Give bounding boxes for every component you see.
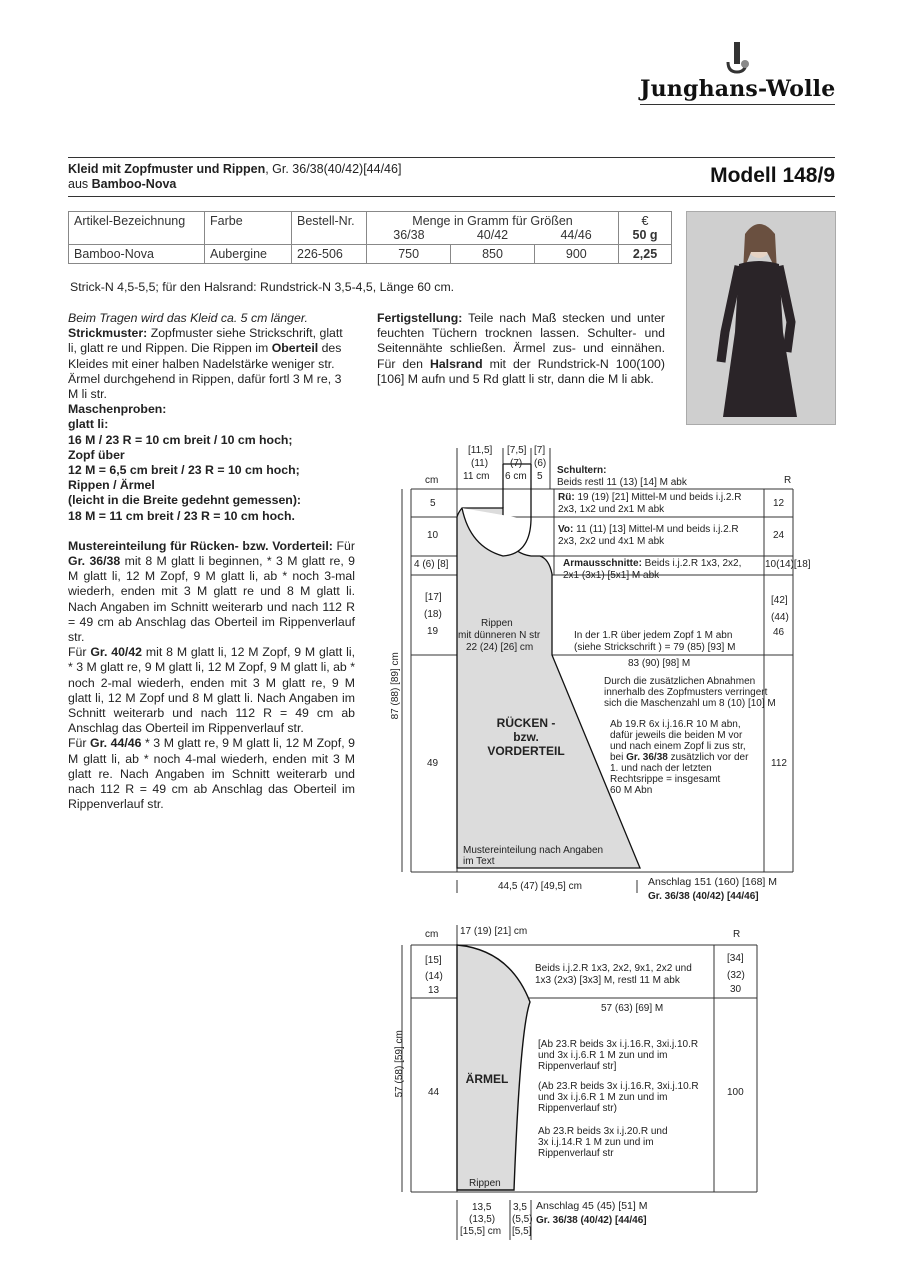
sleeve-a2-2: und 3x i.j.6.R 1 M zun und im: [538, 1092, 668, 1103]
th-eur: €: [619, 212, 672, 229]
abn-3: sich die Maschenzahl um 8 (10) [10] M: [604, 698, 776, 709]
sleeve-part-label: ÄRMEL: [465, 1072, 509, 1086]
body-left-cm-2: 10: [427, 530, 439, 541]
body-top-col-2a: [7,5]: [507, 445, 527, 456]
body-top-col-3c: 5: [537, 471, 543, 482]
sleeve-bottom-4: 3,5: [513, 1202, 527, 1213]
sleeve-a2-1: (Ab 23.R beids 3x i.j.16.R, 3xi.j.10.R: [538, 1081, 699, 1092]
body-top-col-2b: (7): [510, 458, 523, 469]
pattern-title: Kleid mit Zopfmuster und Rippen, Gr. 36/38(40/42)[44/46] aus Bamboo-Nova: [68, 162, 402, 191]
sleeve-r-label: R: [733, 929, 741, 940]
body-bottom-cm: 44,5 (47) [49,5] cm: [498, 881, 582, 892]
body-right-r-6: 46: [773, 627, 785, 638]
model-number: Modell 148/9: [710, 164, 835, 187]
sleeve-vertical-dim: 57 (58) [59] cm: [393, 1030, 405, 1098]
cell-color: Aubergine: [205, 245, 292, 264]
body-top-col-3b: (6): [534, 458, 547, 469]
cell-price: 2,25: [619, 245, 672, 264]
ab-6: Rechtsrippe = insgesamt: [610, 774, 721, 785]
ab-1: Ab 19.R 6x i.j.16.R 10 M abn,: [610, 719, 741, 730]
body-top-col-1c: 11 cm: [463, 471, 490, 482]
body-anschlag: Anschlag 151 (160) [168] M: [648, 876, 777, 888]
instructions-right: Fertigstellung: Teile nach Maß stecken und unter feuchten Tüchern trocknen lassen. Schulter- und Seitennähte schließen. Ärmel zus- und einnähen. Für den Halsrand mit der Rundstrick-N 100(100)[106] M aufn und 5 Rd glatt li str, dann die M li abk.: [377, 311, 665, 386]
sleeve-a2-3: Rippenverlauf str): [538, 1103, 617, 1114]
rippen-2: mit dünneren N str: [458, 630, 541, 641]
body-left-cm-5: (18): [424, 609, 442, 620]
body-top-col-1b: (11): [471, 458, 489, 469]
abn-1: Durch die zusätzlichen Abnahmen: [604, 676, 756, 687]
body-top-col-3a: [7]: [534, 445, 546, 456]
ab-2: dafür jeweils die beiden M vor: [610, 730, 743, 741]
sleeve-left-2: (14): [425, 971, 443, 982]
sleeve-beids-1: Beids i.j.2.R 1x3, 2x2, 9x1, 2x2 und: [535, 963, 692, 974]
sleeve-cm-label: cm: [425, 929, 439, 940]
body-right-r-5: (44): [771, 612, 789, 623]
ab-3: und nach einem Zopf li zus str,: [610, 741, 746, 752]
rippen-1: Rippen: [481, 618, 513, 629]
body-cm-label: cm: [425, 475, 439, 486]
body-right-r-1: 12: [773, 498, 785, 509]
sleeve-a3-3: Rippenverlauf str: [538, 1148, 614, 1159]
body-sizes: Gr. 36/38 (40/42) [44/46]: [648, 891, 759, 902]
body-right-r-4: [42]: [771, 595, 788, 606]
th-size-1: 36/38: [367, 228, 451, 245]
me-2: im Text: [463, 856, 495, 867]
th-unit: 50 g: [619, 228, 672, 245]
body-vertical-dim: 87 (88) [89] cm: [389, 652, 401, 720]
sleeve-bottom-3: [15,5] cm: [460, 1226, 502, 1237]
sleeve-bottom-1: 13,5: [472, 1202, 492, 1213]
me-1: Mustereinteilung nach Angaben: [463, 845, 604, 856]
cell-name: Bamboo-Nova: [69, 245, 205, 264]
sleeve-a1-2: und 3x i.j.6.R 1 M zun und im: [538, 1050, 668, 1061]
body-left-cm-7: 49: [427, 758, 439, 769]
sleeve-a1-1: [Ab 23.R beids 3x i.j.16.R, 3xi.j.10.R: [538, 1039, 699, 1050]
body-right-r-3: 10(14)[18]: [765, 559, 811, 570]
sleeve-left-1: [15]: [425, 955, 442, 966]
m83: 83 (90) [98] M: [628, 658, 691, 669]
sleeve-a3-2: 3x i.j.14.R 1 M zun und im: [538, 1137, 654, 1148]
ab-5: 1. und nach der letzten: [610, 763, 712, 774]
sleeve-bottom-6: [5,5]: [512, 1226, 532, 1237]
needles-text: Strick-N 4,5-5,5; für den Halsrand: Rundstrick-N 3,5-4,5, Länge 60 cm.: [70, 280, 455, 294]
body-top-col-1a: [11,5]: [468, 445, 493, 456]
cell-order: 226-506: [292, 245, 367, 264]
sleeve-sizes: Gr. 36/38 (40/42) [44/46]: [536, 1215, 647, 1226]
rippen-3: 22 (24) [26] cm: [466, 642, 534, 653]
rue-text: Rü: 19 (19) [21] Mittel-M und beids i.j.2.R 2x3, 1x2 und 2x1 M abk: [558, 492, 742, 515]
sleeve-bottom-2: (13,5): [469, 1214, 496, 1225]
sleeve-right-1: [34]: [727, 953, 744, 964]
th-name: Artikel-Bezeichnung: [69, 212, 205, 245]
body-left-cm-6: 19: [427, 626, 439, 637]
sleeve-a3-1: Ab 23.R beids 3x i.j.20.R und: [538, 1126, 668, 1137]
cell-q2: 850: [451, 245, 534, 264]
body-right-r-7: 112: [771, 758, 787, 769]
zopf-1: In der 1.R über jedem Zopf 1 M abn: [574, 630, 733, 641]
abn-2: innerhalb des Zopfmusters verringert: [604, 687, 768, 698]
ab-4: bei Gr. 36/38 zusätzlich vor der: [610, 752, 749, 763]
body-left-cm-4: [17]: [425, 592, 442, 603]
sleeve-right-2: (32): [727, 970, 745, 981]
sleeve-right-4: 100: [727, 1087, 744, 1098]
body-left-cm-1: 5: [430, 498, 436, 509]
sleeve-a1-3: Rippenverlauf str]: [538, 1061, 617, 1072]
th-size-2: 40/42: [451, 228, 534, 245]
cell-q1: 750: [367, 245, 451, 264]
sleeve-left-4: 44: [428, 1087, 440, 1098]
sleeve-rippen: Rippen: [469, 1178, 501, 1189]
body-top-col-2c: 6 cm: [505, 471, 527, 482]
vo-text: Vo: 11 (11) [13] Mittel-M und beids i.j.2.R 2x3, 2x2 und 4x1 M abk: [558, 524, 739, 547]
ab-7: 60 M Abn: [610, 785, 653, 796]
cell-q3: 900: [534, 245, 618, 264]
sleeve-left-3: 13: [428, 985, 440, 996]
th-size-3: 44/46: [534, 228, 618, 245]
sleeve-m57: 57 (63) [69] M: [601, 1003, 664, 1014]
sleeve-anschlag: Anschlag 45 (45) [51] M: [536, 1200, 648, 1212]
body-r-label: R: [784, 475, 792, 486]
body-part-label: RÜCKEN - bzw. VORDERTEIL: [487, 716, 565, 758]
sleeve-right-3: 30: [730, 984, 742, 995]
brand-name: Junghans-Wolle: [640, 76, 836, 102]
th-order: Bestell-Nr.: [292, 212, 367, 245]
instructions-left: Beim Tragen wird das Kleid ca. 5 cm länger. Strickmuster: Zopfmuster siehe Strickschrift, glatt li, glatt re und Rippen. Die Rippen im Oberteil des Kleides mit einer halben Nadelstärke weniger str. Ärmel durchgehend in Rippen, dafür fortl 3 M re, 3 M li str. Maschenproben: glatt li: 16 M / 23 R = 10 cm breit / 10 cm hoch; Zopf über 12 M = 6,5 cm breit / 23 R = 10 cm hoch; Rippen / Ärmel (leicht in die Breite gedehnt gemessen): 18 M = 11 cm breit / 23 R = 10 cm hoch. Mustereinteilung für Rücken- bzw. Vorderteil: Für Gr. 36/38 mit 8 M glatt li beginnen, * 3 M glatt re, 9 M glatt li, 12 M Zopf, 9 M glatt li, ab * noch 3-mal wiederh, enden mit 3 M glatt re und 8 M glatt li. Nach Angaben im Schnitt weiterarb und nach 112 R = 49 cm ab Anschlag das Oberteil im Rippenverlauf str. Für Gr. 40/42 mit 8 M glatt li, 12 M Zopf, 9 M glatt li, * 3 M glatt re, 9 M glatt li, 12 M Zopf, 9 M glatt li, ab * noch 2-mal wiederh, enden mit 3 M glatt re, 9 M glatt li, 12 M Zopf und 8 M glatt li. Nach Angaben im Schnitt weiterarb und nach 112 R = 49 cm ab Anschlag das Oberteil im Rippenverlauf str. Für Gr. 44/46 * 3 M glatt re, 9 M glatt li, 12 M Zopf, 9 M glatt li, ab * noch 4-mal wiederh, enden mit 3 M glatt re. Nach Angaben im Schnitt weiterarb und nach 112 R = 49 cm ab Anschlag das Oberteil im Rippenverlauf str.: [68, 311, 355, 812]
th-qty: Menge in Gramm für Größen: [367, 212, 619, 229]
zopf-2: (siehe Strickschrift ) = 79 (85) [93] M: [574, 642, 736, 653]
body-right-r-2: 24: [773, 530, 785, 541]
body-left-cm-3: 4 (6) [8]: [414, 559, 449, 570]
th-color: Farbe: [205, 212, 292, 245]
sleeve-top: 17 (19) [21] cm: [460, 926, 528, 937]
schultern: Schultern: Beids restl 11 (13) [14] M abk: [557, 465, 687, 488]
armaus-text: Armausschnitte: Beids i.j.2.R 1x3, 2x2, 2x1 (3x1) [5x1] M abk: [563, 558, 742, 581]
sleeve-bottom-5: (5,5): [512, 1214, 533, 1225]
sleeve-beids-2: 1x3 (2x3) [3x3] M, restl 11 M abk: [535, 975, 680, 986]
